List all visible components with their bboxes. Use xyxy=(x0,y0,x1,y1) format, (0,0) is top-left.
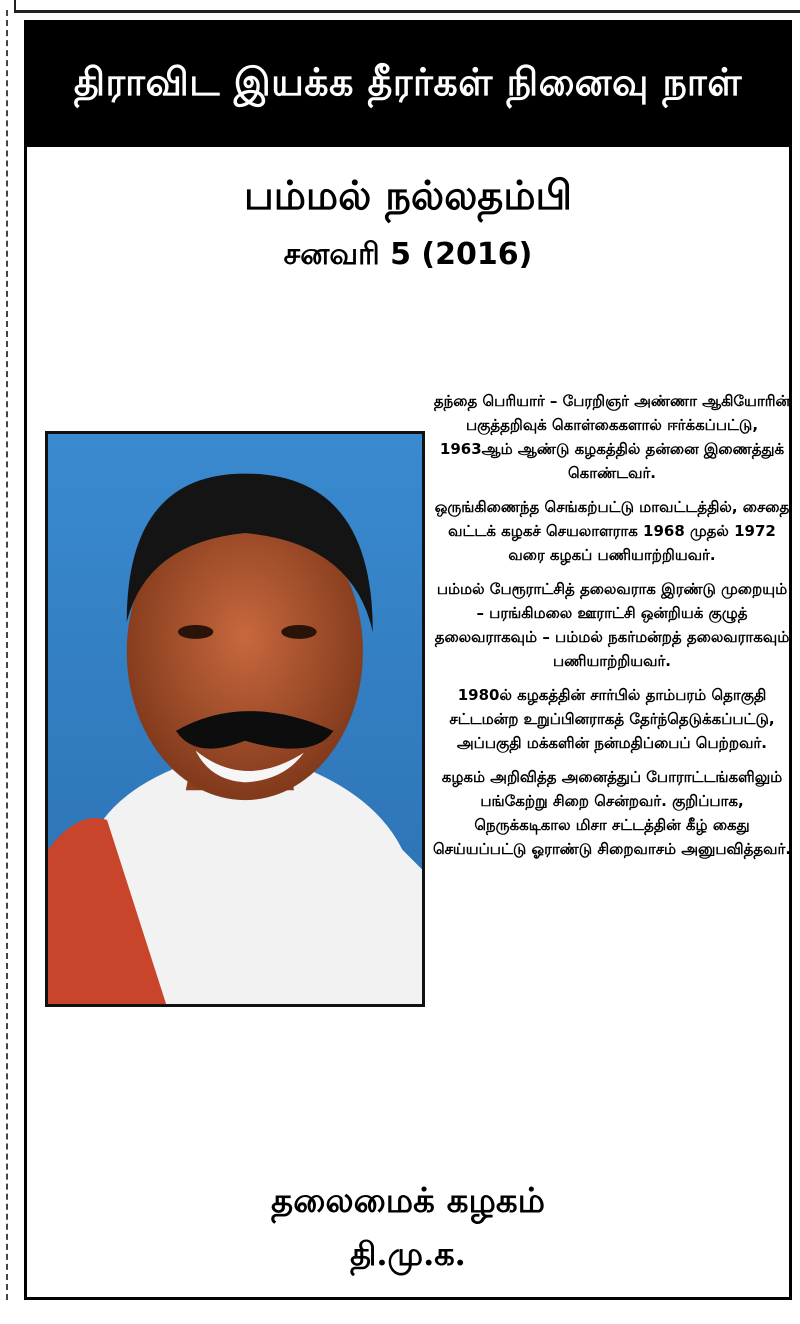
bio-paragraph: 1980ல் கழகத்தின் சார்பில் தாம்பரம் தொகுதி சட்டமன்ற உறுப்பினராகத் தேர்ந்தெடுக்கப்பட்டு, அப்பகுதி மக்களின் நன்மதிப்பைப் பெற்றவர். xyxy=(449,686,775,752)
memorial-date: சனவரி 5 (2016) xyxy=(283,237,533,272)
top-strip xyxy=(14,0,800,13)
bio-paragraph: பம்மல் பேரூராட்சித் தலைவராக இரண்டு முறையும் – பரங்கிமலை ஊராட்சி ஒன்றியக் குழுத் தலைவராகவும் – பம்மல் நகர்மன்றத் தலைவராகவும் பணியாற்றியவர். xyxy=(434,580,790,670)
bio-paragraph: கழகம் அறிவித்த அனைத்துப் போராட்டங்களிலும் பங்கேற்று சிறை சென்றவர். குறிப்பாக, நெருக்கடிகால மிசா சட்டத்தின் கீழ் கைது செய்யப்பட்டு ஓராண்டு சிறைவாசம் அனுபவித்தவர். xyxy=(432,768,792,858)
memorial-ad xyxy=(24,20,792,1300)
header-title: திராவிட இயக்க தீரர்கள் நினைவு நாள் xyxy=(73,60,743,104)
cut-line xyxy=(6,10,8,1300)
bio-paragraph: தந்தை பெரியார் – பேரறிஞர் அண்ணா ஆகியோரின் பகுத்தறிவுக் கொள்கைகளால் ஈர்க்கப்பட்டு, 1963ஆம் ஆண்டு கழகத்தில் தன்னை இணைத்துக் கொண்டவர். xyxy=(433,392,791,482)
person-name: பம்மல் நல்லதம்பி xyxy=(243,173,573,219)
bio-paragraph: ஒருங்கிணைந்த செங்கற்பட்டு மாவட்டத்தில், சைதை வட்டக் கழகச் செயலாளராக 1968 முதல் 1972 வரை கழகப் பணியாற்றியவர். xyxy=(434,498,790,564)
footer-organization: தலைமைக் கழகம் xyxy=(271,1181,545,1221)
biography xyxy=(427,389,797,871)
footer-party: தி.மு.க. xyxy=(350,1235,466,1273)
portrait-photo xyxy=(45,431,425,1007)
header-band xyxy=(27,23,789,147)
